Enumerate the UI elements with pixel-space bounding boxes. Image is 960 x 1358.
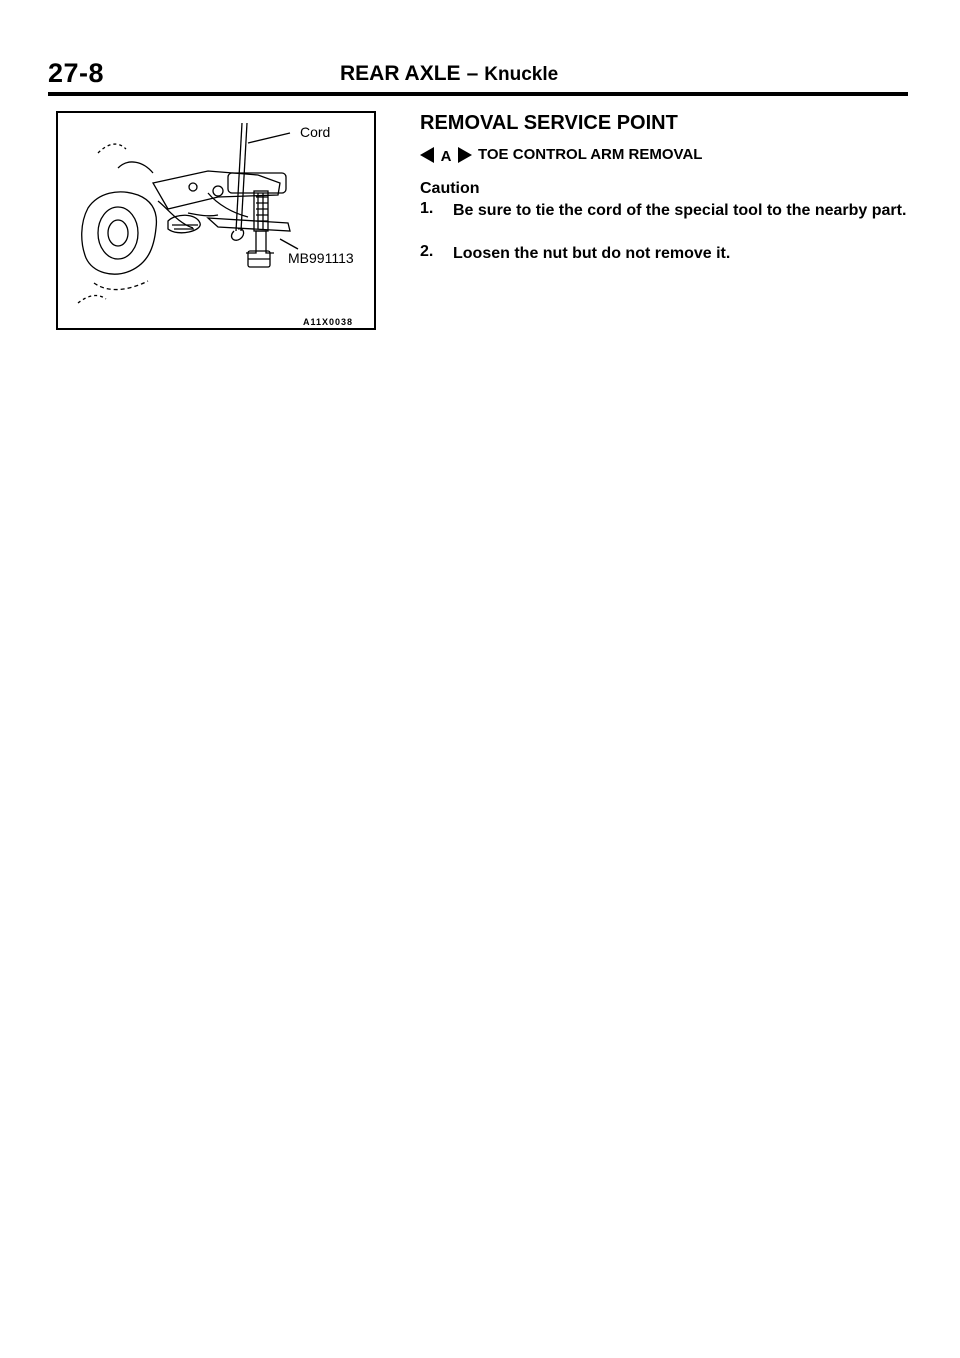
- label-cord: Cord: [300, 124, 331, 140]
- step-number: 2.: [420, 243, 434, 260]
- step-text: Loosen the nut but do not remove it.: [453, 245, 731, 262]
- caution-label: Caution: [420, 180, 480, 197]
- title-dash: –: [466, 62, 479, 85]
- knuckle-illustration: [58, 113, 374, 328]
- operation-marker: [420, 147, 472, 163]
- section-name: REAR AXLE: [340, 62, 461, 85]
- operation-line: [420, 146, 702, 163]
- step-number: 1.: [420, 200, 434, 217]
- header-rule: [48, 92, 908, 96]
- service-point-heading: REMOVAL SERVICE POINT: [420, 112, 678, 134]
- figure-id: A11X0038: [303, 317, 354, 327]
- operation-marker-icon: [420, 147, 472, 163]
- label-tool-number: MB991113: [288, 250, 354, 266]
- subsection-name: Knuckle: [484, 64, 559, 85]
- section-title: [340, 62, 558, 86]
- page-number: 27-8: [48, 58, 105, 88]
- step-text: Be sure to tie the cord of the special tool to the nearby part.: [453, 202, 907, 219]
- operation-title: TOE CONTROL ARM REMOVAL: [478, 146, 703, 163]
- operation-marker-letter: A: [440, 147, 452, 163]
- figure-illustration: [56, 111, 376, 330]
